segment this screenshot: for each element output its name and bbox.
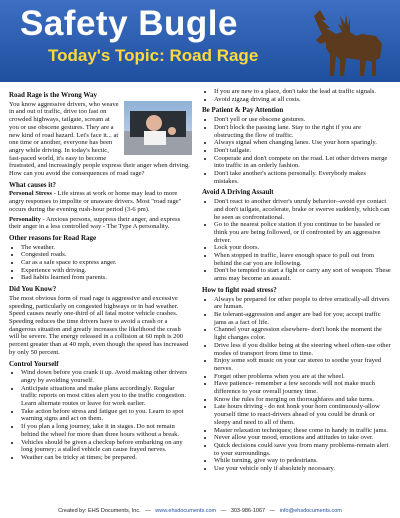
list-item: • Always be prepared for other people to drive erratically-all drivers are human.	[214, 296, 392, 311]
list-item: • Never allow your mood, emotions and attitudes to take over.	[214, 434, 392, 442]
list-item: • Avoid zigzag driving at all costs.	[214, 96, 392, 104]
bullet-list	[202, 198, 392, 283]
section-heading: Road Rage is the Wrong Way	[9, 91, 97, 99]
bullet-list	[202, 116, 392, 185]
bullet-list	[202, 88, 392, 103]
list-item: • Go to the nearest police station if you continue to be hassled or think you are being followed, or if confronted by an aggressive driver.	[214, 221, 392, 244]
intro-text: You know aggressive drivers, who weave in and out of traffic, drive too fast on crowded highways, tailgate, scream at you or use obscene gestures. They are a new kind of road hazard. Let's face it... at one time or another, everyone has been angry while driving. In today's hectic, fast-paced world, it's easy to become frustrated, and increasingly people express their anger when driving. How can you avoid the consequences of road rage?	[9, 100, 190, 178]
moose-logo-icon	[312, 6, 386, 78]
list-item: • Use your vehicle only if absolutely necessary.	[214, 465, 392, 473]
list-item: • Have patience- remember a few seconds will not make much difference to your overall journey time.	[214, 380, 392, 395]
cause-label: Personality	[9, 215, 41, 223]
list-item: • Don't be tempted to start a fight or carry any sort of weapon. These arms may become an assault.	[214, 267, 392, 282]
footer-phone: 303-986-1067	[230, 508, 266, 514]
list-item: • Master relaxation techniques; these come in handy in traffic jams.	[214, 427, 392, 435]
list-item: • Anticipate situations and make plans accordingly. Regular traffic reports on most cities alert you to the traffic congestion. Learn alternate routes or leave for work earlier.	[21, 385, 192, 408]
list-item: • Take action before stress and fatigue get to you. Learn to spot warning signs and act on them.	[21, 408, 192, 423]
driver-photo	[124, 101, 192, 155]
list-item: • Congested roads.	[21, 251, 192, 259]
section-heading: Did You Know?	[9, 285, 57, 294]
did-you-know-text: The most obvious form of road rage is aggressive and excessive speeding, particularly on congested highways or in bad weather. Speed causes nearly one-third of all fatal motor vehicle crashes. Speeding reduces the time drivers have to avoid a crash or a dangerous situation and greatly increases the likelihood the crash will be severe. The energy released in a collision at 60 mph is 200 percent greater than at 40 mph, even though the speed has increased by only 50 percent.	[9, 294, 189, 356]
cause-text: - Anxious persons, suppress their anger, and express their anger in a less controlled way - The Type A personality.	[9, 215, 181, 231]
footer-email-link[interactable]: info@ehsdocuments.com	[279, 508, 342, 514]
footer-created: Created by: EHS Documents, Inc.	[58, 508, 141, 514]
newsletter-title: Safety Bugle	[20, 4, 238, 43]
list-item: • Experience with driving.	[21, 267, 192, 275]
list-item: • If you plan a long journey, take it in stages. Do not remain behind the wheel for more than three hours without a break.	[21, 423, 192, 438]
section-heading: How to fight road stress?	[202, 285, 277, 294]
list-item: • While turning, give way to pedestrians.	[214, 457, 392, 465]
cause-paragraph	[9, 216, 192, 231]
list-item: • Don't tailgate.	[214, 147, 392, 155]
topic-subtitle: Today's Topic: Road Rage	[48, 46, 259, 65]
list-item: • Channel your aggression elsewhere- don't honk the moment the light changes color.	[214, 326, 392, 341]
header-banner	[0, 0, 400, 82]
list-item: • Cooperate and don't compete on the road. Let other drivers merge into traffic in an orderly fashion.	[214, 155, 392, 170]
list-item: • Bad habits learned from parents.	[21, 274, 192, 282]
list-item: • Don't yell or use obscene gestures.	[214, 116, 392, 124]
list-item: • Late hours driving - do not honk your horn continuously-allow yourself time to react-drivers ahead of you could be drunk or sleepy and need to all of them.	[214, 403, 392, 426]
cause-text: - Life stress at work or home may lead to more angry responses to impolite or unaware drivers. Most "road rage" occurs during the evening rush-hour period (3-6 pm).	[9, 190, 182, 213]
angry-driver-image	[124, 101, 192, 155]
section-heading: Control Yourself	[9, 359, 59, 368]
section-heading: What causes it?	[9, 180, 57, 189]
list-item: • Don't block the passing lane. Stay to the right if you are obstructing the flow of traffic.	[214, 124, 392, 139]
right-column	[202, 88, 392, 475]
bullet-list	[9, 369, 192, 461]
left-column	[9, 88, 192, 464]
cause-paragraph	[9, 190, 192, 213]
list-item: • Forget other problems when you are at the wheel.	[214, 373, 392, 381]
list-item: • The weather.	[21, 244, 192, 252]
footer-website-link[interactable]: www.ehsdocuments.com	[155, 508, 217, 514]
section-heading: Avoid A Driving Assault	[202, 188, 274, 197]
list-item: • Weather can be tricky at times; be prepared.	[21, 454, 192, 462]
section-heading: Be Patient & Pay Attention	[202, 106, 284, 115]
list-item: • Enjoy some soft music on your car stereo to soothe your frayed nerves.	[214, 357, 392, 372]
list-item: • Always signal when changing lanes. Use your horn sparingly.	[214, 139, 392, 147]
bullet-list	[9, 244, 192, 283]
footer: Created by: EHS Documents, Inc. — www.ehsdocuments.com — 303-986-1067 — info@ehsdocuments.com	[58, 508, 342, 514]
bullet-list	[202, 296, 392, 473]
list-item: • Vehicles should be given a checkup before embarking on any long journey; a stalled vehicle can cause frayed nerves.	[21, 439, 192, 454]
list-item: • Wind down before you crank it up. Avoid making other drivers angry by avoiding yourself.	[21, 369, 192, 384]
section-heading: Other reasons for Road Rage	[9, 233, 97, 242]
list-item: • Drive less if you dislike being at the steering wheel often-use other modes of transport from time to time.	[214, 342, 392, 357]
list-item: • Be tolerant-aggression and anger are bad for you; accept traffic jams as a fact of life.	[214, 311, 392, 326]
list-item: • Don't react to another driver's unruly behavior--avoid eye contact and don't tailgate, accelerate, brake or swerve suddenly, which can be seen as confrontational.	[214, 198, 392, 221]
cause-label: Personal Stress	[9, 190, 52, 198]
list-item: • Lock your doors.	[214, 244, 392, 252]
list-item: • Quick decisions could save you from many problems-remain alert to your surroundings.	[214, 442, 392, 457]
list-item: • Car as a safe space to express anger.	[21, 259, 192, 267]
list-item: • Know the rules for merging on thoroughfares and take turns.	[214, 396, 392, 404]
list-item: • If you are new to a place, don't take the lead at traffic signals.	[214, 88, 392, 96]
list-item: • When stopped in traffic, leave enough space to pull out from behind the car you are following.	[214, 252, 392, 267]
list-item: • Don't take another's actions personally. Everybody makes mistakes.	[214, 170, 392, 185]
